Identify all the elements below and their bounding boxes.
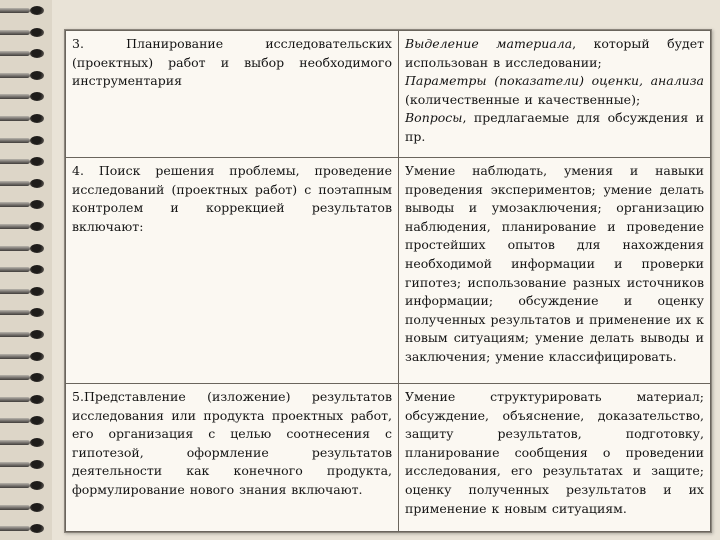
binding-ring [0, 330, 46, 340]
stage-number: 3. [72, 36, 84, 51]
binding-ring [0, 287, 46, 297]
skills-text: Умение структурировать материал; обсуждение, объяснение, доказательство, защиту результатов, подготовку, планирование сообщения о проведении исследования, его результатах и защите; оценку полученных результатов и их применение к новым ситуациям. [405, 389, 704, 516]
skills-cell-4 [399, 158, 711, 384]
binding-ring [0, 373, 46, 383]
binding-ring [0, 6, 46, 16]
stage-description: Планирование исследовательских (проектных) работ и выбор необходимого инструментария [72, 36, 392, 89]
binding-ring [0, 438, 46, 448]
stage-text [72, 35, 392, 91]
skill-item [405, 109, 704, 146]
content-table-card [64, 29, 712, 533]
stage-description: Поиск решения проблемы, проведение исследований (проектных работ) с поэтапным контролем и коррекцией результатов включают: [72, 163, 392, 234]
binding-ring [0, 416, 46, 426]
skills-text: Умение наблюдать, умения и навыки проведения экспериментов; умение делать выводы и умозаключения; организацию наблюдения, планирование и проведение простейших опытов для нахождения необходимой информации и проверки гипотез; использование разных источников информации; обсуждение и оценку полученных результатов и применение их к новым ситуациям; умение делать выводы и заключения; умение классифицировать. [405, 163, 704, 364]
stage-number: 4. [72, 163, 84, 178]
binding-ring [0, 28, 46, 38]
stage-description: Представление (изложение) результатов исследования или продукта проектных работ, его организация с целью соотнесения с гипотезой, оформление результатов деятельности как конечного продукта, формулирование нового знания включают. [72, 389, 392, 497]
skill-item [405, 72, 704, 109]
binding-ring [0, 524, 46, 534]
binding-ring [0, 352, 46, 362]
skill-detail: (количественные и качественные); [405, 91, 641, 107]
stage-text [72, 388, 392, 500]
binding-ring [0, 244, 46, 254]
skills-cell-3 [399, 31, 711, 158]
stage-cell-4 [66, 158, 399, 384]
research-stages-table [65, 30, 711, 532]
binding-ring [0, 136, 46, 146]
table-row [66, 158, 711, 384]
binding-ring [0, 92, 46, 102]
binding-ring [0, 222, 46, 232]
binding-ring [0, 503, 46, 513]
skill-term: Выделение материала [405, 36, 573, 51]
skills-cell-5 [399, 384, 711, 532]
stage-text [72, 162, 392, 236]
skill-detail: , который будет использован в исследовании; [405, 36, 705, 70]
skill-detail: , предлагаемые для обсуждения и пр. [405, 110, 704, 144]
binding-ring [0, 265, 46, 275]
table-row [66, 384, 711, 532]
binding-ring [0, 395, 46, 405]
stage-cell-3 [66, 31, 399, 158]
binding-ring [0, 71, 46, 81]
binding-ring [0, 114, 46, 124]
stage-cell-5 [66, 384, 399, 532]
skill-item [405, 35, 704, 72]
binding-ring [0, 460, 46, 470]
spiral-binding [0, 0, 52, 540]
binding-ring [0, 49, 46, 59]
skill-term: Вопросы [405, 110, 463, 126]
binding-ring [0, 157, 46, 167]
binding-ring [0, 481, 46, 491]
skill-term: Параметры (показатели) оценки, анализа [405, 73, 704, 89]
stage-number: 5. [72, 389, 84, 404]
binding-ring [0, 179, 46, 189]
table-row [66, 31, 711, 158]
binding-ring [0, 308, 46, 318]
binding-ring [0, 200, 46, 210]
